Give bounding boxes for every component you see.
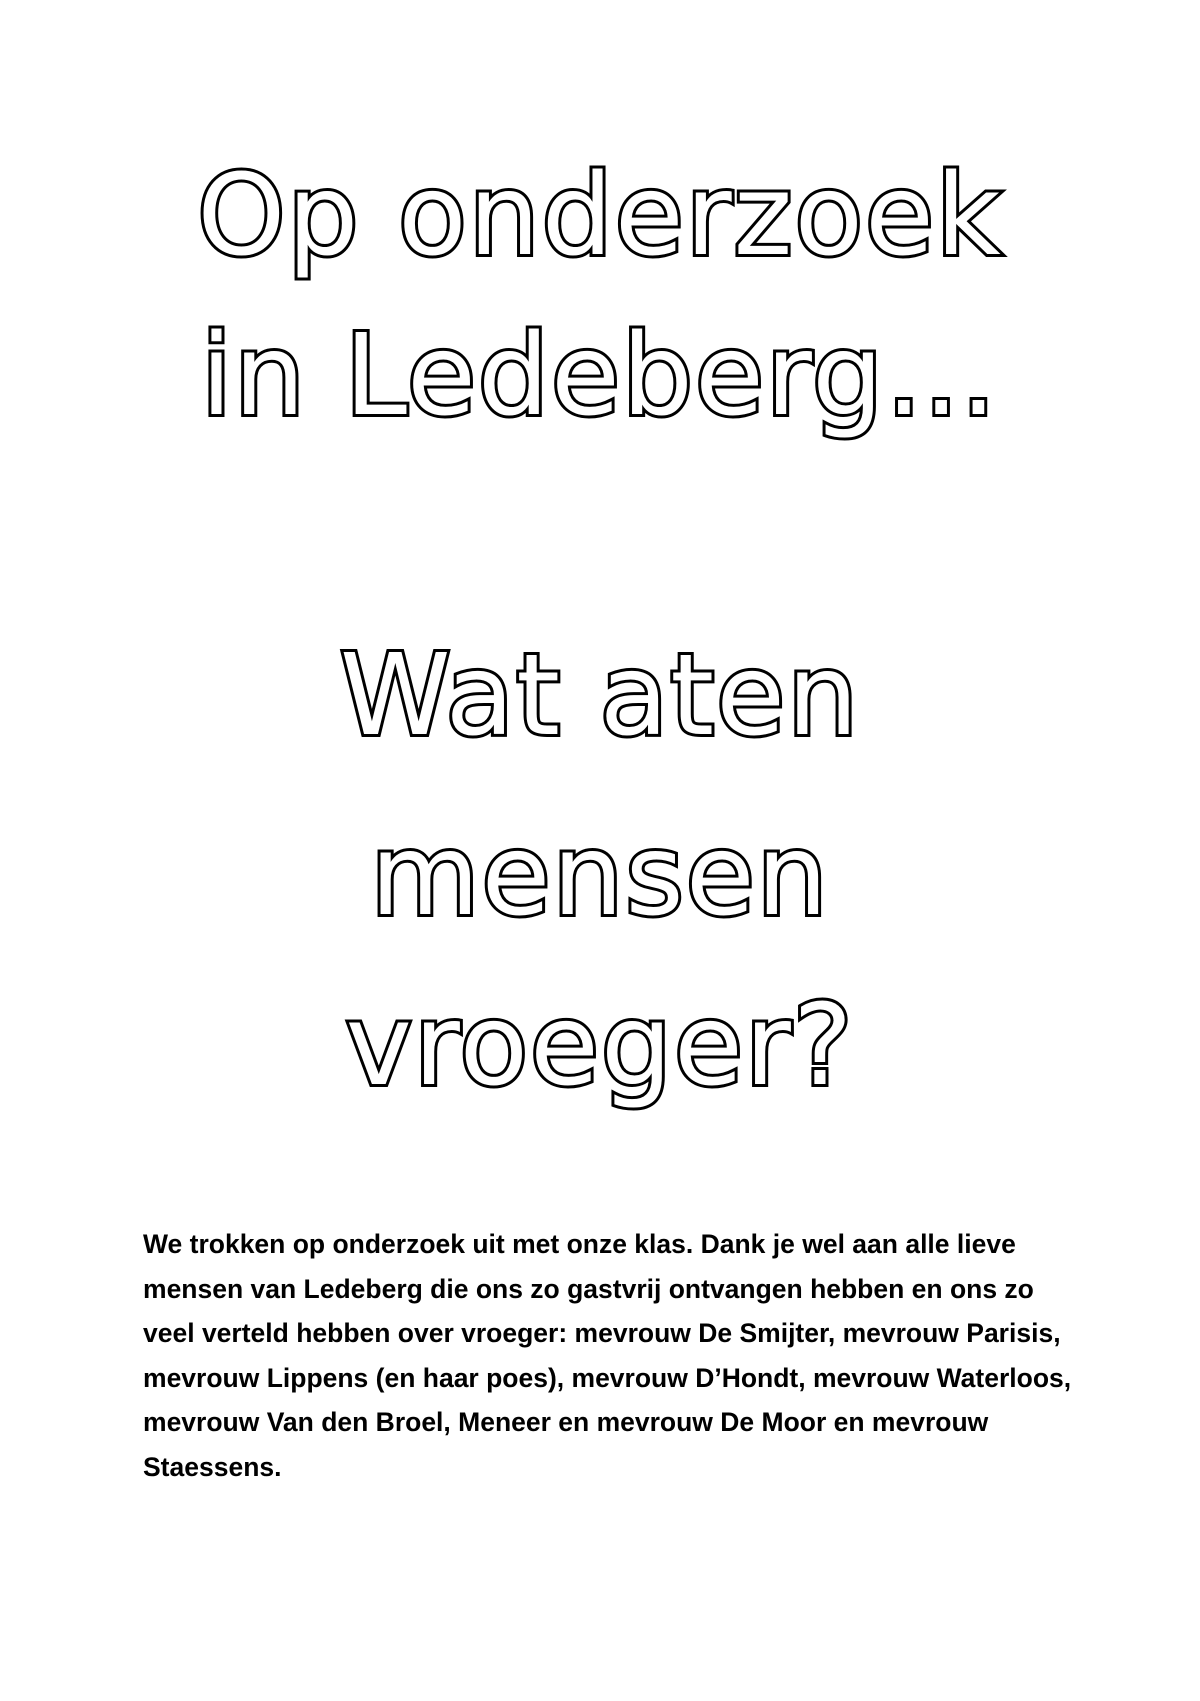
subtitle-line-1: Wat aten (339, 631, 861, 761)
subtitle-line-3: vroeger? (345, 981, 855, 1111)
title-line-2: in Ledeberg… (200, 311, 1000, 441)
title-line-1: Op onderzoek (197, 151, 1003, 281)
subtitle-line-2: mensen (370, 811, 830, 941)
intro-paragraph: We trokken op onderzoek uit met onze klas. Dank je wel aan alle lieve mensen van Ledeberg die ons zo gastvrij ontvangen hebben en ons zo veel verteld hebben over vroeger: mevrouw De Smijter, mevrouw Parisis, mevrouw Lippens (en haar poes), mevrouw D’Hondt, mevrouw Waterloos, mevrouw Van den Broel, Meneer en mevrouw De Moor en mevrouw Staessens. (143, 1229, 1072, 1482)
